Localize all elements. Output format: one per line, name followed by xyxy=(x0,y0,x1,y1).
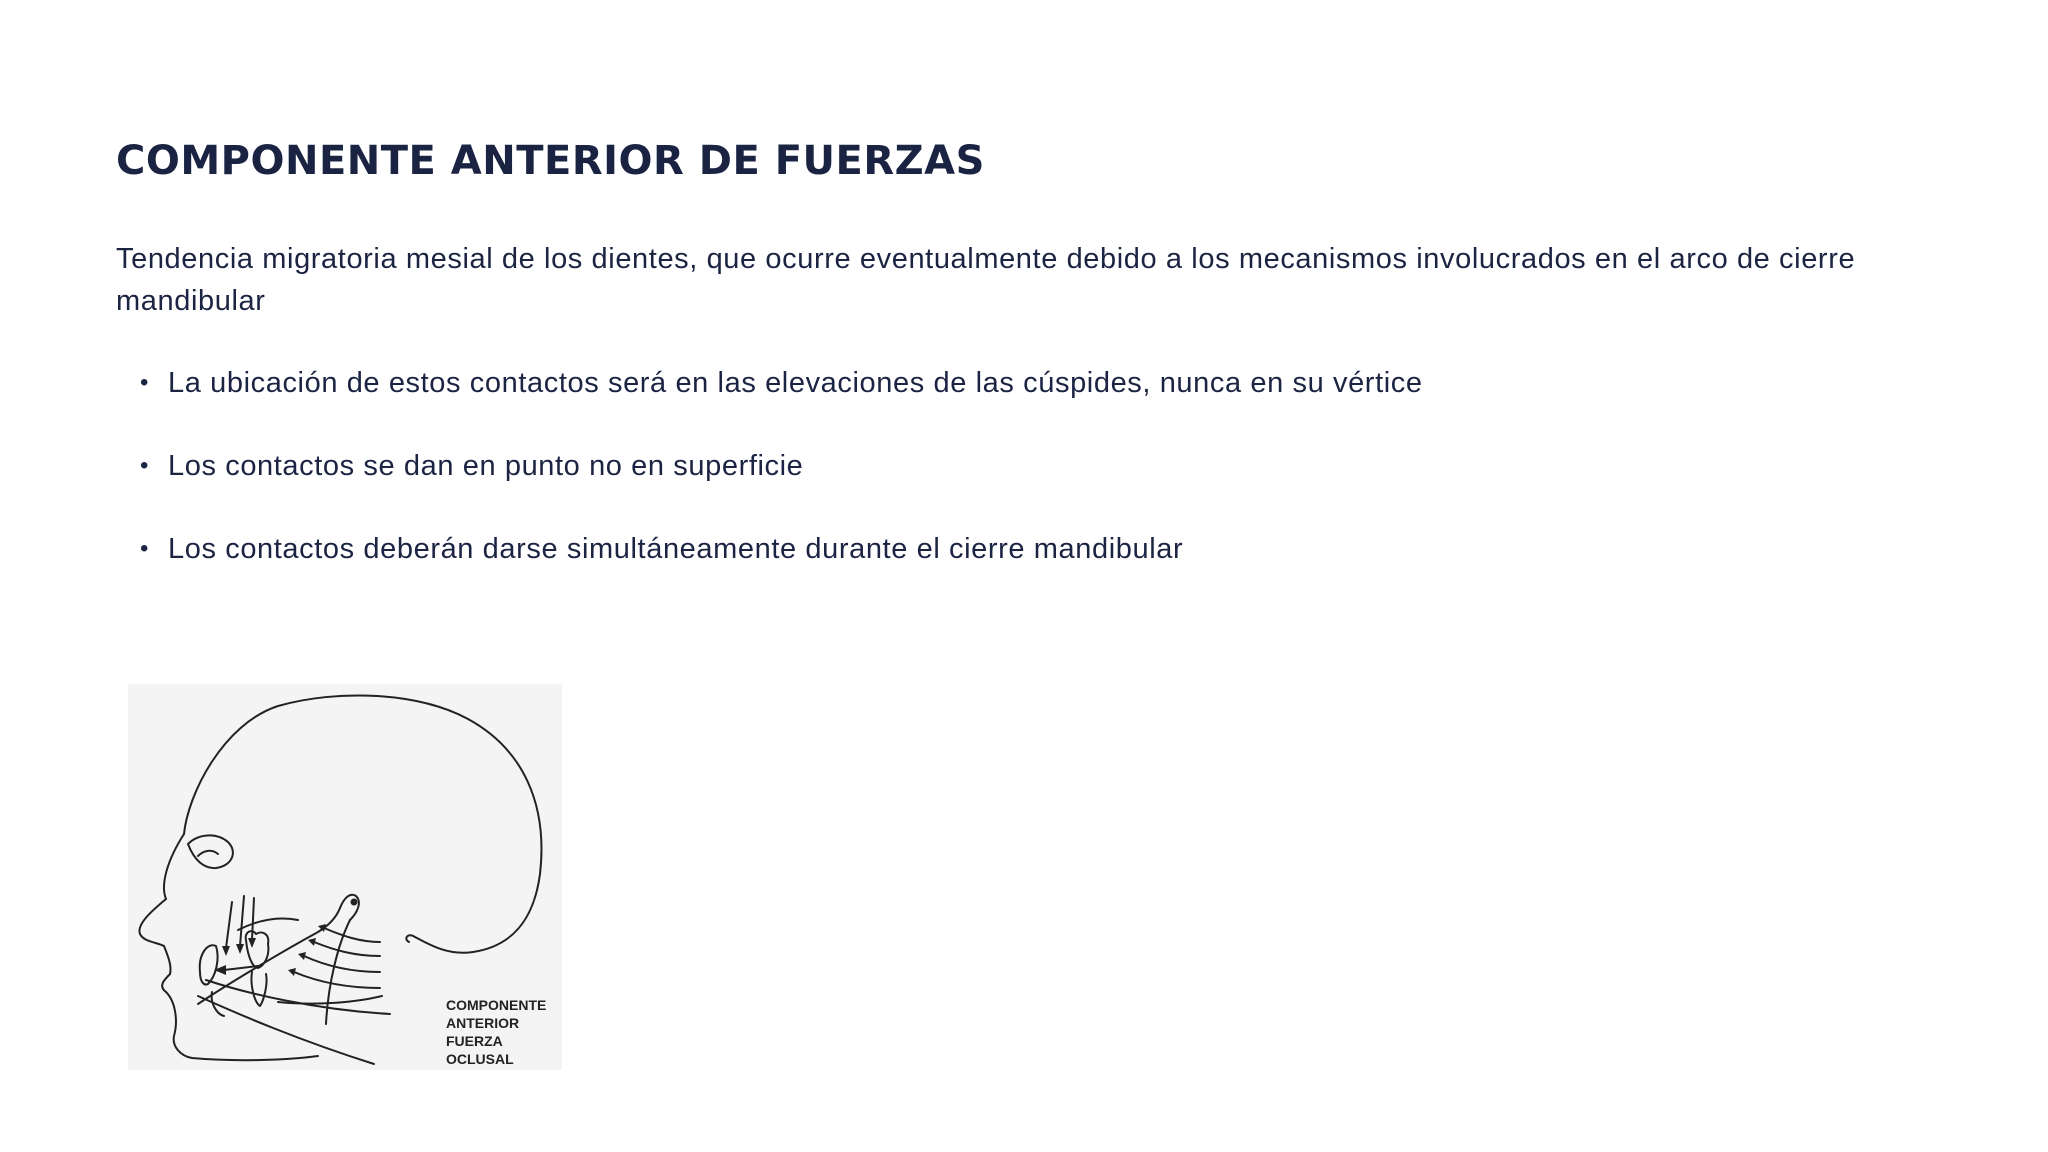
bullet-icon: • xyxy=(140,452,150,479)
bullet-text: Los contactos deberán darse simultáneamente durante el cierre mandibular xyxy=(168,533,1184,565)
bullet-item xyxy=(140,528,1423,570)
skull-occlusal-force-figure xyxy=(128,684,562,1070)
caption-line: ANTERIOR xyxy=(446,1015,520,1031)
bullet-icon: • xyxy=(140,535,150,562)
bullet-text: La ubicación de estos contactos será en las elevaciones de las cúspides, nunca en su vértice xyxy=(168,367,1423,399)
bullet-item xyxy=(140,362,1423,404)
bullet-list xyxy=(140,362,1423,611)
figure-caption xyxy=(446,996,546,1068)
intro-paragraph: Tendencia migratoria mesial de los dientes, que ocurre eventualmente debido a los mecanismos involucrados en el arco de cierre mandibular xyxy=(116,243,1856,317)
bullet-icon: • xyxy=(140,369,150,396)
slide-title: COMPONENTE ANTERIOR DE FUERZAS xyxy=(116,138,985,184)
bullet-item xyxy=(140,445,1423,487)
caption-line: OCLUSAL xyxy=(446,1051,514,1067)
caption-line: FUERZA xyxy=(446,1033,503,1049)
bullet-text: Los contactos se dan en punto no en superficie xyxy=(168,450,804,482)
caption-line: COMPONENTE xyxy=(446,997,547,1013)
